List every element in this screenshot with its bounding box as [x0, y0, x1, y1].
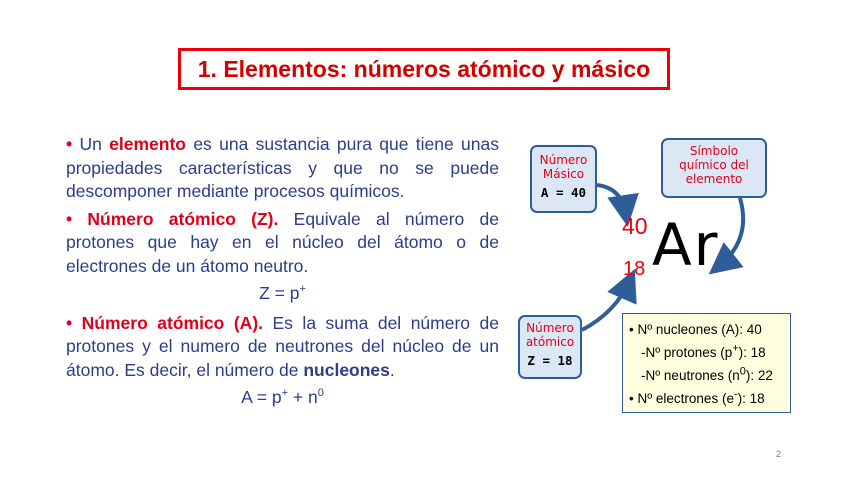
bullet: • — [66, 134, 73, 154]
formula-sup: + — [299, 283, 306, 296]
formula-text: A = p — [241, 387, 282, 407]
callout-numero-atomico — [518, 315, 582, 379]
info-nucleones: • Nº nucleones (A): 40 — [629, 322, 762, 337]
term-nucleones: nucleones — [303, 359, 390, 380]
term-numero-masico: Número atómico (A). — [72, 312, 264, 333]
info-text: -Nº protones (p — [641, 345, 733, 360]
info-sup: - — [733, 388, 738, 401]
page-number: 2 — [776, 449, 782, 459]
callout-label: Número — [539, 153, 588, 167]
text: es una sustancia pura que tiene unas propiedades características y que no se puede descomponer mediante procesos químicos. — [66, 134, 499, 201]
callout-numero-masico — [530, 145, 597, 213]
arrow-simbolo — [718, 198, 743, 267]
page-title: 1. Elementos: números atómico y másico — [197, 55, 651, 82]
info-text: • Nº electrones (e — [629, 391, 734, 406]
info-box — [622, 313, 791, 413]
term-numero-atomico: Número atómico (Z). — [72, 208, 279, 229]
formula-sup: 0 — [317, 387, 324, 400]
info-text: -Nº neutrones (n — [641, 368, 740, 383]
info-sup: 0 — [739, 365, 746, 378]
callout-label: Másico — [542, 167, 585, 181]
callout-label: químico del — [679, 158, 749, 172]
callout-value: Z = 18 — [527, 353, 573, 368]
callout-simbolo-quimico — [661, 138, 767, 198]
info-protones — [629, 341, 790, 364]
term-elemento: elemento — [109, 134, 186, 154]
callout-label: Número — [526, 321, 574, 335]
text: Es la suma del número de protones y el numero de neutrones del núcleo de un átomo. Es decir, el número de — [66, 312, 499, 380]
bullet: • — [66, 312, 73, 333]
element-symbol: Ar — [652, 211, 720, 279]
info-electrones — [629, 387, 790, 410]
formula-text: + n — [288, 387, 318, 407]
callout-label: elemento — [685, 172, 743, 186]
info-text: ): 18 — [737, 391, 765, 406]
info-text: ): 18 — [738, 345, 766, 360]
mass-number: 40 — [622, 213, 648, 239]
callout-value: A = 40 — [540, 185, 587, 200]
callout-label: Símbolo — [689, 144, 739, 158]
formula-text: Z = p — [259, 283, 300, 303]
formula-sup: + — [281, 387, 288, 400]
text: . — [389, 359, 395, 380]
info-sup: + — [732, 342, 739, 355]
callout-label: atómico — [525, 335, 575, 349]
arrow-masico — [597, 185, 626, 215]
info-neutrones — [629, 364, 790, 387]
atomic-number: 18 — [623, 258, 646, 280]
text: Equivale al número de protones que hay en el núcleo del átomo o de electrones de un átomo neutro. — [66, 208, 499, 276]
bullet: • — [66, 208, 73, 229]
text: Un — [72, 134, 110, 154]
info-text: ): 22 — [745, 368, 773, 383]
